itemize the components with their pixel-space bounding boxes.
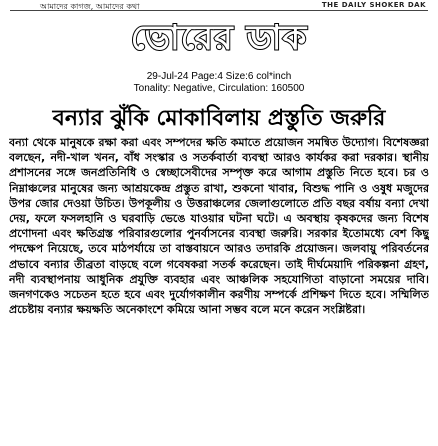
masthead-rule	[10, 10, 428, 11]
newspaper-logo-title: ভোরের ডাক	[130, 18, 308, 58]
article-body-paragraph: বন্যা থেকে মানুষকে রক্ষা করা এবং সম্পদের ক্ষতি কমাতে প্রয়োজন সমন্বিত উদ্যোগ। বিশেষজ্ঞরা বলছেন, নদী-খাল খনন, বাঁধ সংস্কার ও সতর্কবার্তা ব্যবস্থা আরও কার্যকর করা দরকার। স্থানীয় প্রশাসনের সঙ্গে জনপ্রতিনিধি ও স্বেচ্ছাসেবীদের সম্পৃক্ত করে আগাম প্রস্তুতি নিতে হবে। চর ও নিম্নাঞ্চলের মানুষের জন্য আশ্রয়কেন্দ্র প্রস্তুত রাখা, শুকনো খাবার, বিশুদ্ধ পানি ও ওষুধ মজুদের উপর জোর দেওয়া উচিত। উপকূলীয় ও উত্তরাঞ্চলের জেলাগুলোতে প্রতি বছর বর্ষায় বন্যা দেখা দেয়, ফলে ফসলহানি ও ঘরবাড়ি ভেঙে যাওয়ার ঘটনা ঘটে। এ অবস্থায় কৃষকদের জন্য বিশেষ প্রণোদনা এবং ক্ষতিগ্রস্ত পরিবারগুলোর পুনর্বাসনের ব্যবস্থা জরুরি। সরকার ইতোমধ্যে বেশ কিছু পদক্ষেপ নিয়েছে, তবে মাঠপর্যায়ে তা বাস্তবায়নে আরও তদারকি প্রয়োজন। জলবায়ু পরিবর্তনের প্রভাবে বন্যার তীব্রতা বাড়ছে বলে গবেষকরা সতর্ক করেছেন। তাই দীর্ঘমেয়াদি পরিকল্পনা গ্রহণ, নদী ব্যবস্থাপনায় আধুনিক প্রযুক্তি ব্যবহার এবং আঞ্চলিক সহযোগিতা বাড়ানো সময়ের দাবি। জনগণকেও সচেতন হতে হবে এবং দুর্যোগকালীন করণীয় সম্পর্কে প্রশিক্ষণ দিতে হবে। সম্মিলিত প্রচেষ্টায় বন্যার ক্ষয়ক্ষতি অনেকাংশে কমিয়ে আনা সম্ভব বলে মনে করেন সংশ্লিষ্টরা।	[9, 136, 429, 317]
article-body	[9, 135, 429, 441]
clipping-tonality-circulation: Tonality: Negative, Circulation: 160500	[133, 83, 305, 94]
article-headline: বন্যার ঝুঁকি মোকাবিলায় প্রস্তুতি জরুরি	[52, 106, 386, 131]
masthead	[0, 0, 438, 58]
masthead-tagline-left: আমাদের কাগজ, আমাদের কথা	[40, 2, 140, 11]
clipping-metadata	[0, 71, 438, 95]
masthead-tagline-right: THE DAILY SHOKER DAK	[321, 1, 426, 9]
clipping-date-page-size: 29-Jul-24 Page:4 Size:6 col*inch	[146, 71, 292, 82]
